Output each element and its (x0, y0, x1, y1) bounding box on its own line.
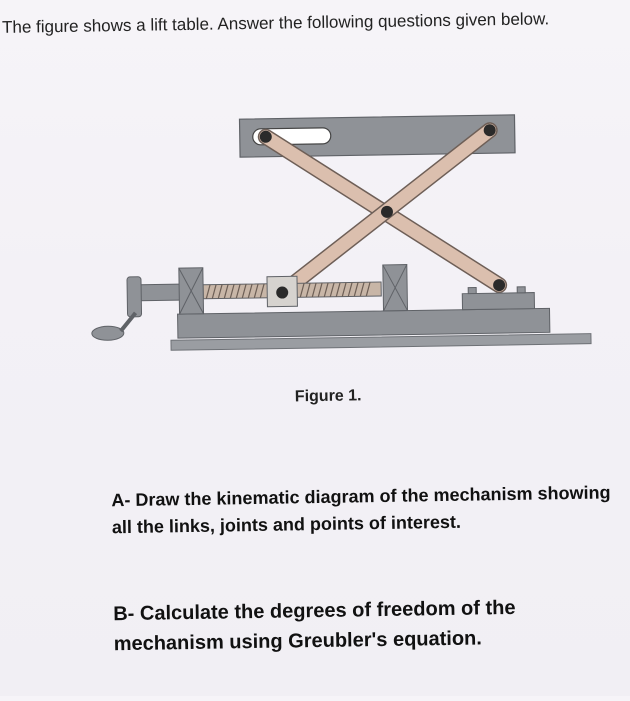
handle-disc (127, 277, 142, 317)
figure-caption: Figure 1. (294, 387, 362, 406)
bracket-tab-1 (468, 287, 476, 293)
left-bearing-block (179, 268, 204, 314)
right-bracket (462, 293, 534, 310)
question-a: A- Draw the kinematic diagram of the mechanism showing all the links, joints and points of interest. (111, 482, 611, 538)
right-bearing-block (383, 265, 408, 311)
handle-knob (92, 326, 124, 341)
question-b: B- Calculate the degrees of freedom of the mechanism using Greubler's equation. (113, 596, 516, 656)
intro-text: The figure shows a lift table. Answer the following questions given below. (1, 9, 550, 37)
base-plate (178, 308, 550, 338)
bracket-tab-2 (517, 287, 525, 293)
lift-table-figure (82, 96, 596, 369)
